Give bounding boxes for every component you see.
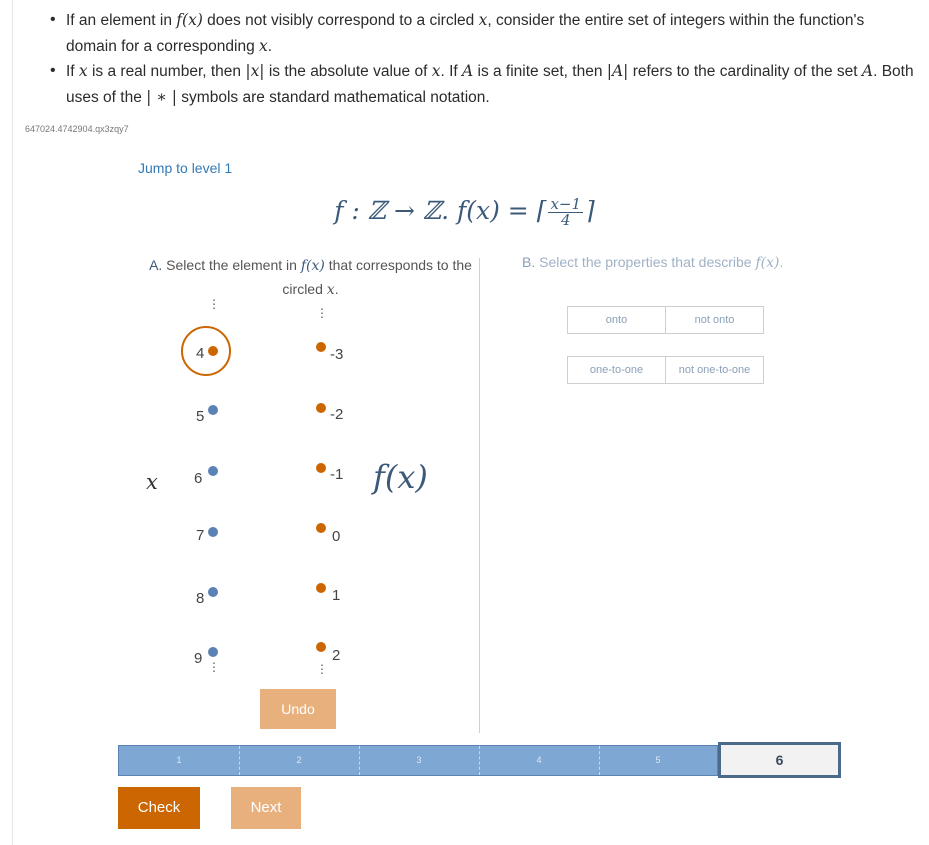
- math-x: x: [431, 62, 441, 80]
- undo-button[interactable]: Undo: [260, 689, 336, 729]
- domain-label: 4: [196, 345, 205, 362]
- math-abs-a: |A|: [606, 62, 629, 80]
- instruction-text: is a real number, then: [87, 63, 246, 80]
- codomain-node[interactable]: [316, 342, 326, 352]
- math-fx: f(x): [176, 11, 203, 29]
- circled-x-marker: [181, 326, 231, 376]
- section-a-prefix: A.: [149, 257, 163, 273]
- codomain-label: 0: [332, 528, 341, 545]
- level-4-segment[interactable]: 4: [536, 755, 542, 765]
- section-a-text: that corresponds to the circled: [282, 257, 472, 297]
- section-b-label: [522, 254, 822, 271]
- instruction-item: [46, 59, 916, 110]
- title-formula-rhs: ⌉: [585, 196, 595, 225]
- fraction-denominator: 4: [560, 211, 571, 229]
- level-3-segment[interactable]: 3: [416, 755, 422, 765]
- not-one-to-one-button[interactable]: not one-to-one: [665, 356, 764, 384]
- function-definition-title: [0, 196, 929, 228]
- codomain-node[interactable]: [316, 583, 326, 593]
- fraction-numerator: x−1: [550, 195, 582, 213]
- title-formula-lhs: f : ℤ → ℤ. f(x) = ⌈: [334, 196, 547, 225]
- codomain-node[interactable]: [316, 523, 326, 533]
- instruction-text: is the absolute value of: [264, 63, 432, 80]
- x-variable-label: x: [146, 470, 158, 494]
- section-a-text: Select the element in: [162, 257, 301, 273]
- section-b-text: Select the properties that describe: [535, 254, 756, 270]
- domain-label: 5: [196, 408, 205, 425]
- codomain-top-ellipsis: ⋮: [316, 306, 328, 320]
- instruction-text: . If: [440, 63, 462, 80]
- check-button[interactable]: Check: [118, 787, 200, 829]
- instruction-text: symbols are standard mathematical notation.: [176, 88, 490, 106]
- codomain-node[interactable]: [316, 463, 326, 473]
- problem-id: 647024.4742904.qx3zqy7: [25, 124, 129, 134]
- level-6-current[interactable]: 6: [718, 742, 841, 778]
- domain-node[interactable]: [208, 647, 218, 657]
- domain-label: 6: [194, 470, 203, 487]
- next-button[interactable]: Next: [231, 787, 301, 829]
- section-b-text: .: [779, 254, 784, 270]
- section-divider: [479, 258, 480, 733]
- codomain-label: 1: [332, 587, 341, 604]
- domain-label: 7: [196, 527, 205, 544]
- math-a: A: [861, 62, 874, 80]
- math-abs-symbol: | ∗ |: [146, 87, 177, 106]
- codomain-node[interactable]: [316, 403, 326, 413]
- math-x: x: [326, 282, 335, 298]
- instructions-list: [46, 8, 916, 110]
- codomain-label: -1: [330, 466, 344, 483]
- instruction-text: refers to the cardinality of the set: [628, 63, 862, 80]
- domain-node[interactable]: [208, 466, 218, 476]
- domain-node-circled[interactable]: [208, 346, 218, 356]
- codomain-bottom-ellipsis: ⋮: [316, 662, 328, 676]
- domain-label: 9: [194, 650, 203, 667]
- section-b-prefix: B.: [522, 254, 536, 270]
- codomain-label: 2: [332, 647, 341, 664]
- instruction-item: [46, 8, 916, 59]
- content-panel: [12, 0, 929, 845]
- math-fx: f(x): [300, 258, 325, 274]
- codomain-node[interactable]: [316, 642, 326, 652]
- domain-node[interactable]: [208, 405, 218, 415]
- instruction-text: does not visibly correspond to a circled: [202, 12, 479, 29]
- domain-label: 8: [196, 590, 205, 607]
- codomain-label: -3: [330, 346, 344, 363]
- math-x: x: [478, 11, 488, 29]
- domain-node[interactable]: [208, 587, 218, 597]
- level-1-segment[interactable]: 1: [176, 755, 182, 765]
- domain-node[interactable]: [208, 527, 218, 537]
- onto-button[interactable]: onto: [567, 306, 666, 334]
- instruction-text: If an element in: [66, 12, 177, 29]
- fx-variable-label: f(x): [373, 458, 428, 496]
- section-a-text: .: [334, 281, 339, 297]
- domain-bottom-ellipsis: ⋮: [208, 660, 220, 674]
- instruction-text: , consider the entire set of integers within the function's domain for a corresponding: [66, 12, 865, 55]
- one-to-one-button[interactable]: one-to-one: [567, 356, 666, 384]
- codomain-label: -2: [330, 406, 344, 423]
- math-x: x: [259, 36, 268, 55]
- math-x: x: [78, 62, 88, 80]
- math-abs-x: |x|: [245, 62, 265, 80]
- instruction-text: . Both uses of the: [66, 63, 914, 106]
- jump-to-level-link[interactable]: Jump to level 1: [138, 160, 233, 176]
- instruction-text: .: [267, 37, 273, 55]
- level-2-segment[interactable]: 2: [296, 755, 302, 765]
- level-progress-bar: [118, 745, 718, 776]
- not-onto-button[interactable]: not onto: [665, 306, 764, 334]
- instruction-text: is a finite set, then: [473, 63, 607, 80]
- section-a-label: [138, 254, 483, 302]
- math-a: A: [462, 62, 474, 80]
- instruction-text: If: [66, 63, 79, 80]
- math-fx: f(x): [755, 255, 780, 271]
- level-5-segment[interactable]: 5: [655, 755, 661, 765]
- domain-top-ellipsis: ⋮: [208, 297, 220, 311]
- title-fraction: [548, 197, 583, 228]
